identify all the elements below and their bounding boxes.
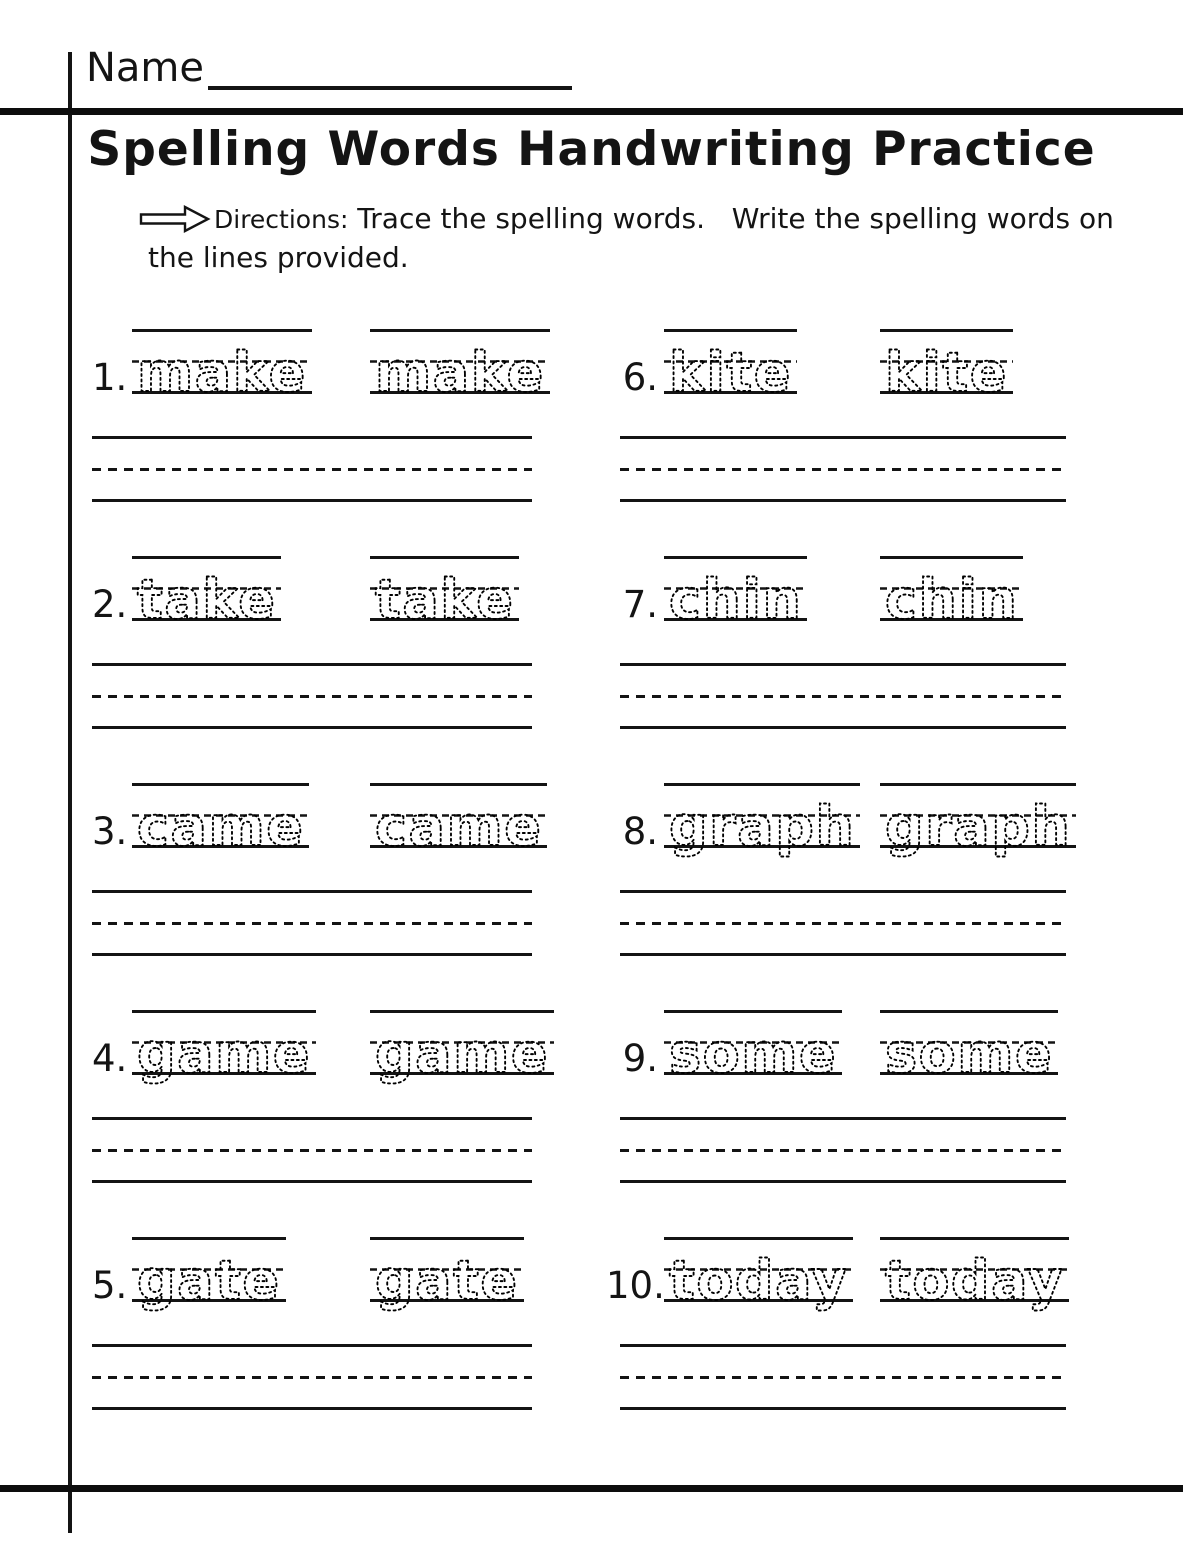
writing-line-middle-dashed[interactable] xyxy=(92,922,532,925)
trace-word-second[interactable] xyxy=(368,779,549,879)
directions-text-line1: Trace the spelling words. Write the spelling words on xyxy=(357,202,1114,235)
worksheet-item xyxy=(606,1233,1200,1460)
writing-line-bottom[interactable] xyxy=(92,1180,532,1183)
trace-word-text: today xyxy=(885,1249,1065,1312)
trace-word-text: today xyxy=(669,1249,849,1312)
directions-line1 xyxy=(214,202,1114,235)
trace-word-second[interactable] xyxy=(368,1006,556,1106)
trace-word-text: make xyxy=(375,341,545,404)
worksheet-item xyxy=(92,1233,692,1460)
writing-line-top[interactable] xyxy=(620,663,1066,666)
trace-word-text: kite xyxy=(669,341,792,404)
writing-line-bottom[interactable] xyxy=(92,1407,532,1410)
worksheet-item xyxy=(92,552,692,779)
writing-line-top[interactable] xyxy=(92,1117,532,1120)
trace-word-second[interactable] xyxy=(368,325,552,425)
name-fill-in-line[interactable] xyxy=(208,76,572,90)
writing-line-bottom[interactable] xyxy=(620,726,1066,729)
trace-word-first[interactable] xyxy=(130,1006,318,1106)
trace-word-text: chin xyxy=(669,568,803,631)
trace-word-text: graph xyxy=(669,795,856,858)
trace-word-second[interactable] xyxy=(878,779,1078,879)
worksheet-item xyxy=(606,779,1200,1006)
writing-line-middle-dashed[interactable] xyxy=(620,695,1066,698)
writing-line-bottom[interactable] xyxy=(620,499,1066,502)
writing-line-top[interactable] xyxy=(92,436,532,439)
trace-word-first[interactable] xyxy=(662,325,799,425)
worksheet-item xyxy=(92,779,692,1006)
name-row xyxy=(86,42,572,90)
item-number: 5. xyxy=(92,1264,128,1307)
writing-line-middle-dashed[interactable] xyxy=(620,922,1066,925)
trace-word-text: take xyxy=(137,568,277,631)
writing-line-middle-dashed[interactable] xyxy=(92,1376,532,1379)
writing-line-top[interactable] xyxy=(92,1344,532,1347)
item-number: 3. xyxy=(92,810,128,853)
trace-word-text: came xyxy=(137,795,305,858)
worksheet-item xyxy=(606,552,1200,779)
writing-line-top[interactable] xyxy=(620,1344,1066,1347)
writing-line-bottom[interactable] xyxy=(620,1407,1066,1410)
trace-word-text: some xyxy=(669,1022,838,1085)
trace-word-first[interactable] xyxy=(662,1233,855,1333)
trace-word-text: gate xyxy=(375,1249,519,1312)
trace-word-text: gate xyxy=(137,1249,281,1312)
trace-word-text: take xyxy=(375,568,515,631)
directions-text xyxy=(348,202,357,235)
page-title: Spelling Words Handwriting Practice xyxy=(87,122,1096,177)
item-number: 6. xyxy=(622,356,658,399)
writing-line-middle-dashed[interactable] xyxy=(620,468,1066,471)
directions-text-line2: the lines provided. xyxy=(148,241,409,274)
writing-line-top[interactable] xyxy=(620,436,1066,439)
writing-line-middle-dashed[interactable] xyxy=(92,695,532,698)
trace-word-second[interactable] xyxy=(878,552,1025,652)
writing-line-middle-dashed[interactable] xyxy=(620,1149,1066,1152)
directions-label: Directions: xyxy=(214,205,349,234)
directions-arrow-icon xyxy=(139,205,211,233)
writing-line-bottom[interactable] xyxy=(620,1180,1066,1183)
writing-line-bottom[interactable] xyxy=(92,953,532,956)
trace-word-first[interactable] xyxy=(130,552,283,652)
trace-word-second[interactable] xyxy=(368,552,521,652)
trace-word-text: graph xyxy=(885,795,1072,858)
item-number: 9. xyxy=(622,1037,658,1080)
trace-word-first[interactable] xyxy=(662,552,809,652)
trace-word-second[interactable] xyxy=(878,325,1015,425)
item-number: 2. xyxy=(92,583,128,626)
trace-word-second[interactable] xyxy=(878,1233,1071,1333)
trace-word-first[interactable] xyxy=(130,779,311,879)
trace-word-second[interactable] xyxy=(878,1006,1060,1106)
trace-word-first[interactable] xyxy=(662,1006,844,1106)
writing-line-middle-dashed[interactable] xyxy=(92,468,532,471)
trace-word-text: make xyxy=(137,341,307,404)
item-number: 4. xyxy=(92,1037,128,1080)
trace-word-text: kite xyxy=(885,341,1008,404)
writing-line-bottom[interactable] xyxy=(620,953,1066,956)
item-number: 7. xyxy=(622,583,658,626)
writing-line-bottom[interactable] xyxy=(92,499,532,502)
items-column-right xyxy=(606,325,1200,1465)
trace-word-first[interactable] xyxy=(130,1233,288,1333)
trace-word-text: came xyxy=(375,795,543,858)
trace-word-text: game xyxy=(137,1022,311,1085)
item-number: 1. xyxy=(92,356,128,399)
writing-line-top[interactable] xyxy=(92,663,532,666)
trace-word-text: some xyxy=(885,1022,1054,1085)
trace-word-first[interactable] xyxy=(662,779,862,879)
left-margin-rule xyxy=(68,52,72,1533)
worksheet-item xyxy=(606,325,1200,552)
writing-line-middle-dashed[interactable] xyxy=(620,1376,1066,1379)
footer-rule xyxy=(0,1485,1183,1492)
header-divider-rule xyxy=(0,108,1183,115)
trace-word-text: game xyxy=(375,1022,549,1085)
worksheet-item xyxy=(606,1006,1200,1233)
worksheet-item xyxy=(92,1006,692,1233)
trace-word-first[interactable] xyxy=(130,325,314,425)
item-number: 8. xyxy=(622,810,658,853)
worksheet-item xyxy=(92,325,692,552)
items-column-left xyxy=(92,325,692,1465)
writing-line-bottom[interactable] xyxy=(92,726,532,729)
writing-line-top[interactable] xyxy=(620,1117,1066,1120)
writing-line-middle-dashed[interactable] xyxy=(92,1149,532,1152)
trace-word-second[interactable] xyxy=(368,1233,526,1333)
writing-line-top[interactable] xyxy=(92,890,532,893)
name-label: Name xyxy=(86,45,205,91)
item-number: 10. xyxy=(606,1264,665,1307)
writing-line-top[interactable] xyxy=(620,890,1066,893)
trace-word-text: chin xyxy=(885,568,1019,631)
